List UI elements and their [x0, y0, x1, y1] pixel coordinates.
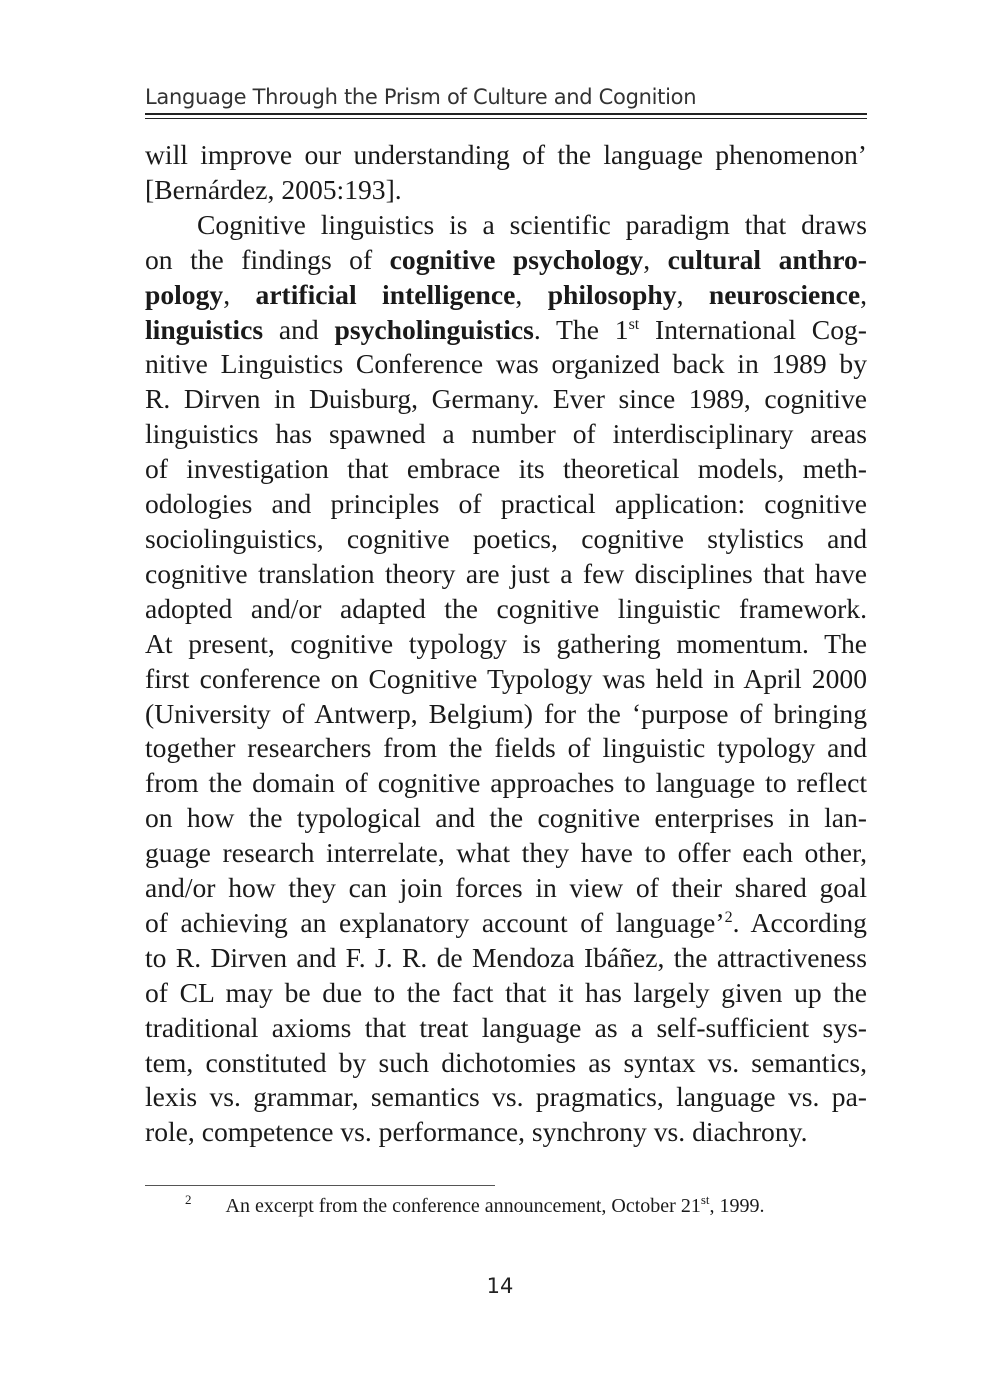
footnote-reference[interactable]: 2 [724, 908, 733, 926]
text-line: odologies and principles of practical application: cognitive [145, 488, 867, 520]
text-line: first conference on Cognitive Typology was held in April 2000 [145, 662, 867, 694]
text-line: together researchers from the fields of linguistic typology and [145, 732, 867, 764]
text-line: role, competence vs. performance, synchrony vs. diachrony. [145, 1116, 808, 1148]
running-header: Language Through the Prism of Culture and Cognition [145, 85, 697, 109]
text-line: and/or how they can join forces in view of their shared goal [145, 872, 867, 904]
text-line: guage research interrelate, what they have to offer each other, [145, 837, 867, 869]
header-rule-thick [145, 113, 867, 115]
paragraph-cognitive-linguistics [145, 208, 867, 1150]
footnote-text-end: , 1999. [709, 1195, 765, 1217]
text-line: nitive Linguistics Conference was organized back in 1989 by [145, 348, 867, 380]
page-number: 14 [486, 1274, 514, 1298]
main-text [145, 138, 867, 1150]
text-line: to R. Dirven and F. J. R. de Mendoza Ibáñez, the attractiveness [145, 941, 867, 973]
text-line: of CL may be due to the fact that it has largely given up the [145, 976, 867, 1008]
footnote [185, 1192, 885, 1220]
ordinal-superscript: st [628, 315, 640, 333]
text-line: [Bernárdez, 2005:193]. [145, 173, 402, 205]
text-line: will improve our understanding of the language phenomenon’ [145, 139, 867, 170]
text-line: At present, cognitive typology is gathering momentum. The [145, 627, 867, 659]
text-line: Cognitive linguistics is a scientific paradigm that draws [197, 208, 867, 240]
text-line: lexis vs. grammar, semantics vs. pragmatics, language vs. pa- [145, 1081, 867, 1113]
text-line: adopted and/or adapted the cognitive linguistic framework. [145, 592, 867, 624]
text-line: of achieving an explanatory account of language’$^2$. According [145, 906, 867, 938]
paragraph-continued [145, 138, 867, 208]
text-line: tem, constituted by such dichotomies as syntax vs. semantics, [145, 1046, 867, 1078]
text-line: cognitive translation theory are just a few disciplines that have [145, 557, 867, 589]
text-line: on the findings of cognitive psychology, cultural anthro- [145, 243, 867, 275]
footnote-separator [145, 1185, 495, 1186]
header-rule-thin [145, 118, 867, 119]
text-line: of investigation that embrace its theoretical models, meth- [145, 453, 867, 485]
footnote-marker: 2 [185, 1192, 192, 1207]
text-line: linguistics has spawned a number of interdisciplinary areas [145, 418, 867, 450]
text-line: R. Dirven in Duisburg, Germany. Ever since 1989, cognitive [145, 383, 867, 415]
text-line: linguistics and psycholinguistics. The 1st International Cog- [145, 313, 867, 345]
text-line: (University of Antwerp, Belgium) for the ‘purpose of bringing [145, 697, 867, 729]
text-line: sociolinguistics, cognitive poetics, cognitive stylistics and [145, 522, 867, 554]
text-line: pology, artificial intelligence, philosophy, neuroscience, [145, 278, 868, 310]
footnote-text: An excerpt from the conference announcement, October 21 [225, 1195, 701, 1217]
text-line: traditional axioms that treat language as a self-sufficient sys- [145, 1011, 867, 1043]
text-line: on how the typological and the cognitive enterprises in lan- [145, 802, 867, 834]
ordinal-superscript: st [700, 1192, 710, 1207]
text-line: from the domain of cognitive approaches to language to reflect [145, 767, 867, 799]
